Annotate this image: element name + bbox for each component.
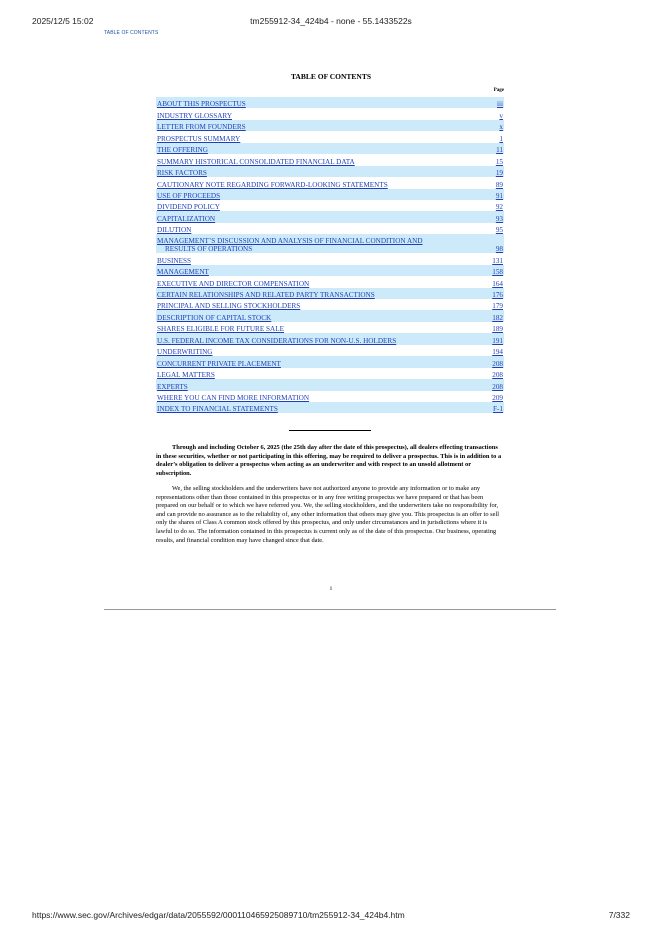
toc-row	[156, 265, 504, 276]
toc-row	[156, 368, 504, 379]
toc-entry-link[interactable]: EXPERTS	[157, 382, 188, 391]
toc-row	[156, 131, 504, 142]
toc-row	[156, 333, 504, 344]
dealer-prospectus-delivery-notice: Through and including October 6, 2025 (the 25th day after the date of this prospectus), all dealers effecting transactions in these securities, whether or not participating in this offering, may be required to deliver a prospectus. This is in addition to a dealer’s obligation to deliver a prospectus when acting as an underwriter and with respect to an unsold allotment or subscription.	[156, 444, 502, 477]
toc-row	[156, 211, 504, 222]
toc-row	[156, 143, 504, 154]
toc-page-link[interactable]: 93	[495, 214, 503, 223]
toc-page-link[interactable]: 191	[492, 336, 503, 345]
toc-page-link[interactable]: 194	[492, 348, 503, 357]
toc-page-link[interactable]: 158	[492, 268, 503, 277]
toc-entry-link[interactable]: CONCURRENT PRIVATE PLACEMENT	[157, 359, 281, 368]
toc-page-link[interactable]: 189	[492, 325, 503, 334]
toc-entry-link[interactable]: WHERE YOU CAN FIND MORE INFORMATION	[157, 393, 310, 402]
toc-page-link[interactable]: x	[499, 123, 503, 132]
toc-entry-link[interactable]: DESCRIPTION OF CAPITAL STOCK	[157, 313, 272, 322]
toc-row	[156, 177, 504, 188]
page-title: TABLE OF CONTENTS	[290, 72, 372, 81]
toc-row	[156, 356, 504, 367]
print-footer-url: https://www.sec.gov/Archives/edgar/data/2055592/000110465925089710/tm255912-34_424b4.htm	[32, 910, 405, 920]
toc-row	[156, 120, 504, 131]
toc-entry-link[interactable]: CERTAIN RELATIONSHIPS AND RELATED PARTY TRANSACTIONS	[157, 291, 375, 299]
toc-page-link[interactable]: 11	[496, 146, 503, 155]
toc-page-link[interactable]: 131	[492, 256, 503, 265]
toc-row	[156, 166, 504, 177]
toc-row	[156, 223, 504, 234]
print-footer-page-count: 7/332	[608, 910, 630, 920]
print-header-doc-id: tm255912-34_424b4 - none - 55.1433522s	[250, 16, 412, 26]
toc-row	[156, 234, 504, 253]
toc-row	[156, 310, 504, 321]
toc-row	[156, 276, 504, 287]
toc-entry-link[interactable]: INDEX TO FINANCIAL STATEMENTS	[157, 405, 278, 414]
toc-entry-link[interactable]: RISK FACTORS	[157, 169, 207, 178]
toc-page-link[interactable]: 209	[492, 393, 503, 402]
toc-entry-link[interactable]: U.S. FEDERAL INCOME TAX CONSIDERATIONS FOR NON-U.S. HOLDERS	[157, 336, 397, 345]
toc-entry-link[interactable]: SUMMARY HISTORICAL CONSOLIDATED FINANCIAL DATA	[157, 157, 355, 166]
toc-page-link[interactable]: F-1	[493, 405, 503, 414]
toc-page-link[interactable]: iii	[497, 100, 503, 109]
toc-page-link[interactable]: 91	[495, 191, 503, 200]
toc-page-link[interactable]: 164	[492, 279, 503, 288]
toc-entry-link[interactable]: SHARES ELIGIBLE FOR FUTURE SALE	[157, 325, 284, 334]
toc-entry-link[interactable]: CAUTIONARY NOTE REGARDING FORWARD-LOOKING STATEMENTS	[157, 180, 388, 189]
toc-entry-link[interactable]: USE OF PROCEEDS	[157, 191, 221, 200]
toc-row	[156, 200, 504, 211]
toc-page-link[interactable]: 208	[492, 382, 503, 391]
toc-row	[156, 379, 504, 390]
toc-entry-link[interactable]: DILUTION	[157, 226, 192, 235]
toc-entry-link[interactable]: PRINCIPAL AND SELLING STOCKHOLDERS	[157, 302, 301, 311]
toc-row	[156, 97, 504, 108]
table-of-contents-top-link[interactable]: TABLE OF CONTENTS	[104, 30, 159, 36]
toc-entry-link[interactable]: PROSPECTUS SUMMARY	[157, 134, 241, 143]
page-break-rule	[104, 609, 556, 610]
toc-page-link[interactable]: 98	[495, 245, 503, 254]
toc-page-link[interactable]: 89	[495, 180, 503, 189]
toc-entry-link[interactable]: UNDERWRITING	[157, 348, 213, 357]
toc-row	[156, 322, 504, 333]
toc-entry-link[interactable]: DIVIDEND POLICY	[157, 203, 220, 212]
print-header-datetime: 2025/12/5 15:02	[32, 16, 94, 26]
toc-page-link[interactable]: 92	[495, 203, 503, 212]
toc-entry-link[interactable]: THE OFFERING	[157, 146, 208, 155]
toc-page-link[interactable]: 19	[495, 169, 503, 178]
toc-page-link[interactable]: 208	[492, 371, 503, 380]
toc-page-link[interactable]: v	[499, 111, 503, 120]
toc-entry-link[interactable]: BUSINESS	[157, 256, 191, 265]
toc-row	[156, 391, 504, 402]
table-of-contents	[156, 97, 504, 413]
toc-row	[156, 299, 504, 310]
page-number: i	[330, 585, 332, 592]
toc-row	[156, 108, 504, 119]
page-column-header: Page	[493, 88, 504, 93]
toc-row	[156, 253, 504, 264]
section-divider	[289, 430, 371, 431]
toc-row	[156, 402, 504, 413]
toc-entry-link[interactable]: EXECUTIVE AND DIRECTOR COMPENSATION	[157, 279, 310, 288]
toc-page-link[interactable]: 182	[492, 313, 503, 322]
toc-page-link[interactable]: 1	[499, 134, 503, 143]
toc-row	[156, 189, 504, 200]
toc-entry-link[interactable]: MANAGEMENT	[157, 268, 209, 277]
toc-row	[156, 288, 504, 299]
toc-entry-link[interactable]: LEGAL MATTERS	[157, 371, 215, 380]
toc-page-link[interactable]: 208	[492, 359, 503, 368]
toc-entry-link[interactable]: ABOUT THIS PROSPECTUS	[157, 100, 246, 109]
authorization-disclaimer-paragraph: We, the selling stockholders and the underwriters have not authorized anyone to provide any information or to make any representations other than those contained in this prospectus or in any free writing prospectus we have prepared or that has been prepared on our behalf or to which we have referred you. We, the selling stockholders, and the underwriters take no responsibility for, and can provide no assurance as to the reliability of, any other information that others may give you. This prospectus is an offer to sell only the shares of Class A common stock offered by this prospectus, and only under circumstances and in jurisdictions where it is lawful to do so. The information contained in this prospectus is current only as of the date of this prospectus. Our business, operating results, and financial condition may have changed since that date.	[156, 485, 499, 544]
toc-entry-link[interactable]: INDUSTRY GLOSSARY	[157, 111, 233, 120]
toc-entry-link[interactable]: CAPITALIZATION	[157, 214, 216, 223]
toc-row	[156, 154, 504, 165]
toc-page-link[interactable]: 15	[495, 157, 503, 166]
toc-page-link[interactable]: 179	[492, 302, 503, 311]
toc-row	[156, 345, 504, 356]
toc-entry-link[interactable]: LETTER FROM FOUNDERS	[157, 123, 246, 132]
toc-page-link[interactable]: 95	[495, 226, 503, 235]
toc-page-link[interactable]: 176	[492, 291, 503, 299]
toc-entry-link[interactable]: MANAGEMENT’S DISCUSSION AND ANALYSIS OF FINANCIAL CONDITION AND RESULTS OF OPERATIONS	[157, 237, 423, 254]
